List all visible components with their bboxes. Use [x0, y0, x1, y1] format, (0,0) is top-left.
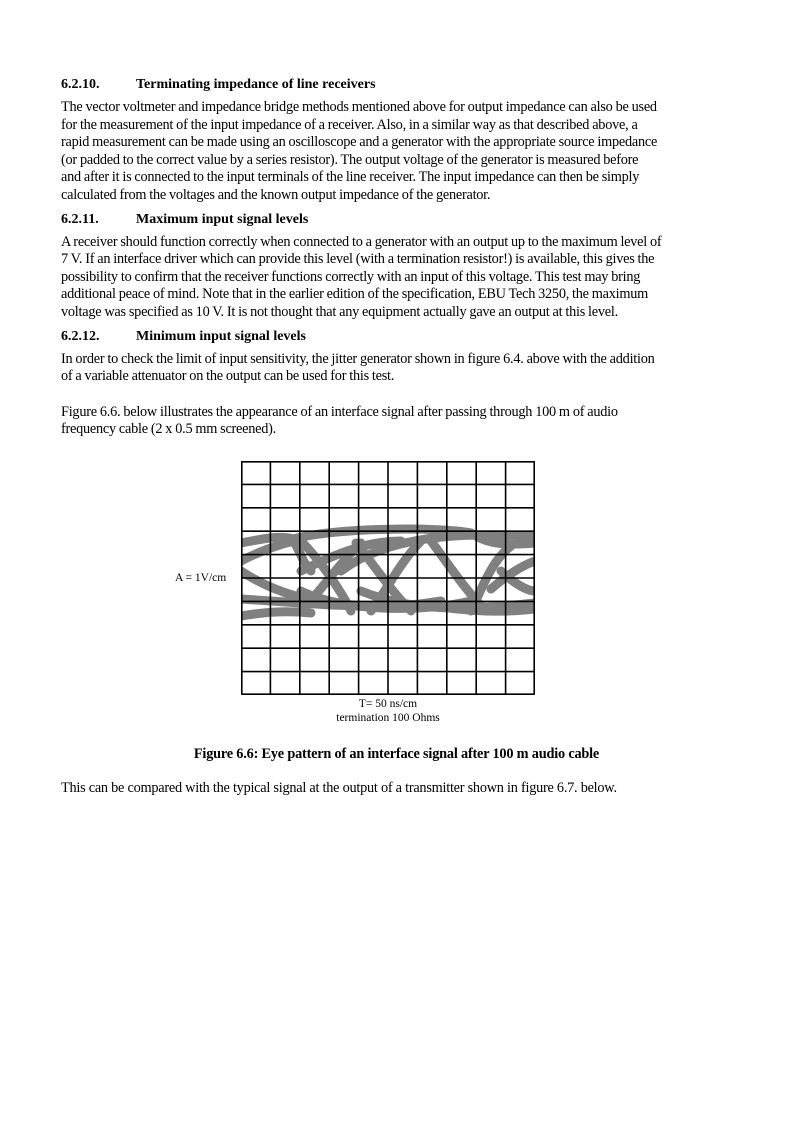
section-title: Minimum input signal levels	[136, 328, 306, 344]
text-line: of a variable attenuator on the output can be used for this test.	[61, 368, 395, 385]
section-title: Terminating impedance of line receivers	[136, 77, 376, 92]
section-number: 6.2.11.	[61, 211, 99, 227]
section-heading-6-2-10	[61, 76, 721, 93]
text-line: calculated from the voltages and the known output impedance of the generator.	[61, 186, 491, 203]
text-line: and after it is connected to the input terminals of the line receiver. The input impedance can then be simply	[61, 169, 640, 186]
figure-caption: Figure 6.6: Eye pattern of an interface signal after 100 m audio cable	[193, 746, 600, 762]
y-scale-label: A = 1V/cm	[175, 572, 227, 584]
section-number: 6.2.12.	[61, 328, 100, 344]
grid-lines	[241, 461, 535, 695]
text-line: (or padded to the correct value by a series resistor). The output voltage of the generator is measured before	[61, 151, 639, 168]
section-paragraph-6-2-12	[61, 351, 721, 386]
text-line: In order to check the limit of input sensitivity, the jitter generator shown in figure 6.4. above with the addition	[61, 350, 655, 367]
text-line: rapid measurement can be made using an oscilloscope and a generator with the appropriate source impedance	[61, 134, 658, 151]
section-paragraph-6-2-11	[61, 234, 721, 322]
section-title: Maximum input signal levels	[136, 211, 309, 227]
text-line: frequency cable (2 x 0.5 mm screened).	[61, 421, 276, 438]
section-heading-6-2-11	[61, 211, 721, 228]
text-line: Figure 6.6. below illustrates the appearance of an interface signal after passing through 100 m of audio	[61, 403, 618, 420]
text-line: The vector voltmeter and impedance bridge methods mentioned above for output impedance can also be used	[61, 99, 657, 115]
text-line: for the measurement of the input impedance of a receiver. Also, in a similar way as that described above, a	[61, 116, 638, 133]
section-paragraph-6-2-10	[61, 99, 721, 205]
oscilloscope-grid	[241, 461, 535, 695]
termination-label: termination 100 Ohms	[336, 712, 440, 724]
section-number: 6.2.10.	[61, 77, 100, 92]
figure-intro-paragraph	[61, 404, 721, 439]
text-line: A receiver should function correctly when connected to a generator with an output up to the maximum level of	[61, 233, 662, 250]
x-scale-label: T= 50 ns/cm	[358, 698, 418, 710]
section-heading-6-2-12	[61, 328, 721, 345]
document-body	[61, 76, 721, 445]
text-line: 7 V. If an interface driver which can provide this level (with a termination resistor!) is available, this gives the	[61, 251, 655, 268]
x-scale-labels	[241, 697, 535, 725]
text-line: additional peace of mind. Note that in the earlier edition of the specification, EBU Tech 3250, the maximum	[61, 286, 649, 303]
eye-pattern-plot	[241, 461, 535, 695]
closing-paragraph: This can be compared with the typical signal at the output of a transmitter shown in figure 6.7. below.	[61, 780, 617, 796]
text-line: possibility to confirm that the receiver functions correctly with an input of this voltage. This test may bring	[61, 268, 641, 285]
text-line: voltage was specified as 10 V. It is not thought that any equipment actually gave an output at this level.	[61, 303, 618, 320]
